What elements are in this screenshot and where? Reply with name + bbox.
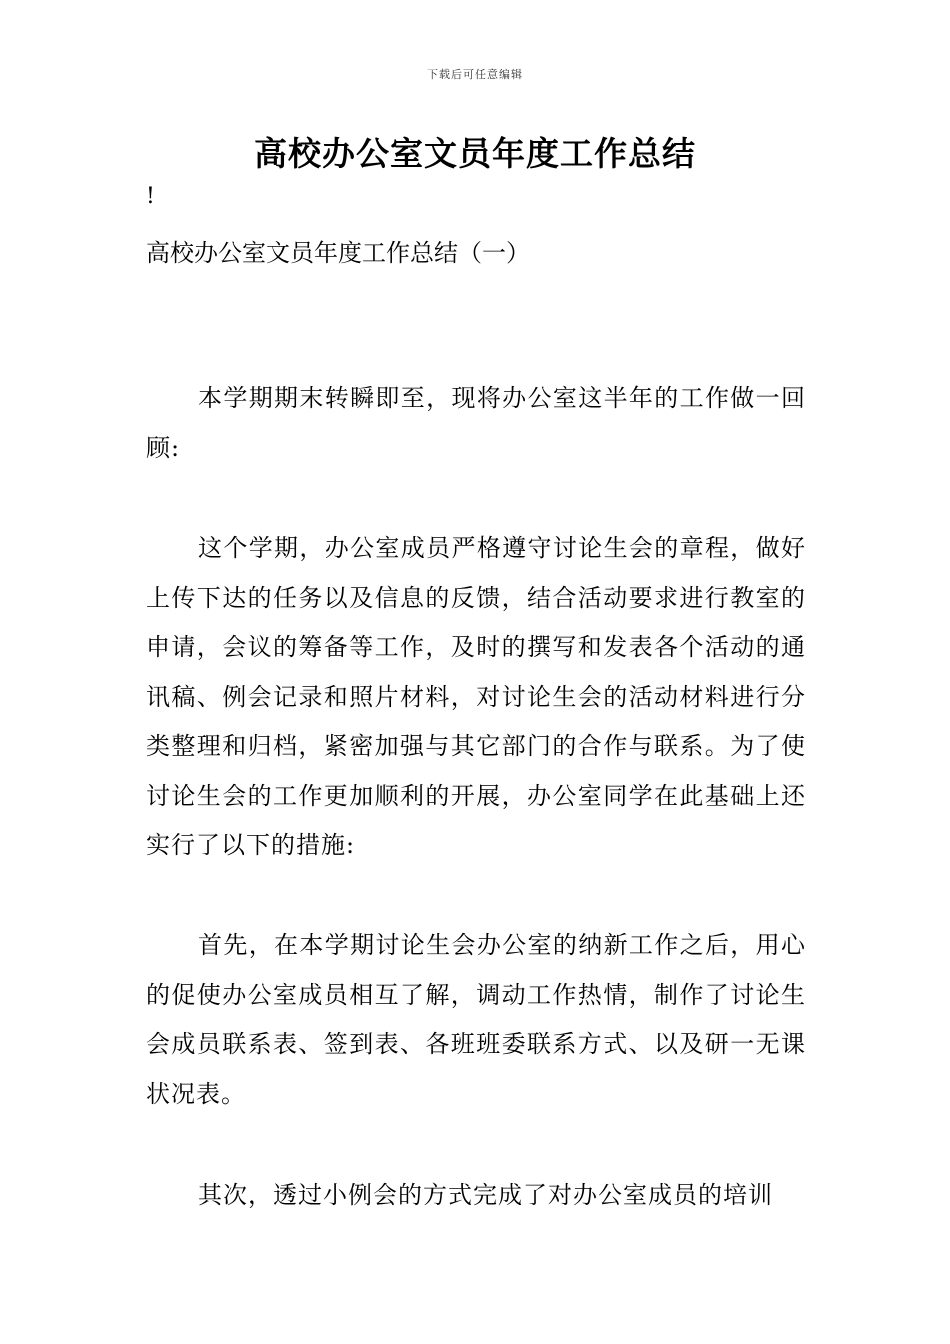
paragraph-2: 这个学期，办公室成员严格遵守讨论生会的章程，做好上传下达的任务以及信息的反馈，结合活动要求进行教室的申请，会议的筹备等工作，及时的撰写和发表各个活动的通讯稿、例会记录和照片材料，对讨论生会的活动材料进行分类整理和归档，紧密加强与其它部门的合作与联系。为了使讨论生会的工作更加顺利的开展，办公室同学在此基础上还实行了以下的措施: [146, 534, 806, 859]
exclamation-mark: ! [146, 184, 155, 209]
paragraph-1: 本学期期末转瞬即至，现将办公室这半年的工作做一回顾: [146, 384, 806, 462]
document-title: 高校办公室文员年度工作总结 [254, 134, 696, 173]
section-subtitle: 高校办公室文员年度工作总结（一） [146, 239, 530, 267]
paragraph-4: 其次，透过小例会的方式完成了对办公室成员的培训 [198, 1181, 773, 1209]
header-note: 下载后可任意编辑 [427, 68, 523, 81]
paragraph-3: 首先，在本学期讨论生会办公室的纳新工作之后，用心的促使办公室成员相互了解，调动工作热情，制作了讨论生会成员联系表、签到表、各班班委联系方式、以及研一无课状况表。 [146, 931, 806, 1108]
